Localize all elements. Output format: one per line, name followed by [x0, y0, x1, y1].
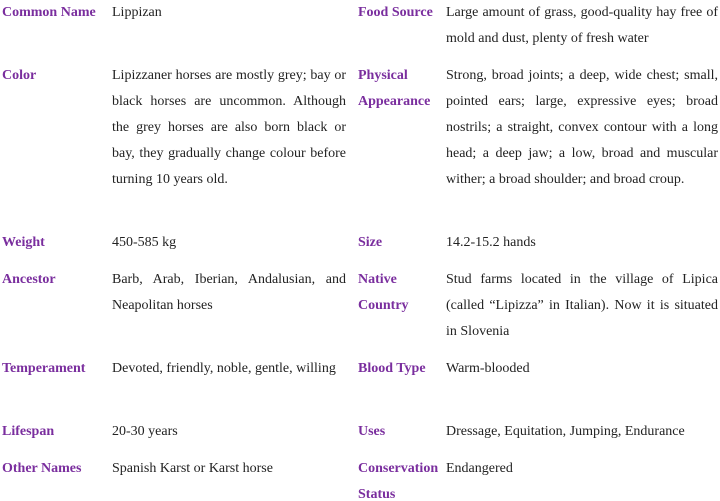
- table-row: [0, 63, 720, 230]
- row-label-weight: Weight: [2, 235, 45, 250]
- table-row: [0, 267, 720, 356]
- table-row: [0, 356, 720, 419]
- row-label-color: Color: [2, 68, 37, 83]
- row-label-size: Size: [358, 235, 383, 250]
- row-value-ancestor: Barb, Arab, Iberian, Andalusian, and Neapolitan horses: [112, 272, 346, 313]
- row-value-weight: 450-585 kg: [112, 235, 177, 250]
- table-row: [0, 419, 720, 456]
- row-value-uses: Dressage, Equitation, Jumping, Endurance: [446, 424, 685, 439]
- row-value-common-name: Lippizan: [112, 5, 162, 20]
- table-row: [0, 0, 720, 63]
- row-value-conservation-status: Endangered: [446, 461, 513, 476]
- row-value-physical-appearance: Strong, broad joints; a deep, wide chest; small, pointed ears; large, expressive eyes; broad nostrils; a straight, convex contour with a long head; a deep jaw; a low, broad and muscular wither; a broad shoulder; and broad croup.: [446, 68, 718, 187]
- row-label-lifespan: Lifespan: [2, 424, 55, 439]
- row-label-temperament: Temperament: [2, 361, 86, 376]
- row-label-native-country: Native Country: [358, 272, 409, 313]
- row-value-other-names: Spanish Karst or Karst horse: [112, 461, 273, 476]
- row-label-food-source: Food Source: [358, 5, 433, 20]
- row-value-blood-type: Warm-blooded: [446, 361, 530, 376]
- row-value-temperament: Devoted, friendly, noble, gentle, willing: [112, 361, 336, 376]
- row-label-common-name: Common Name: [2, 5, 96, 20]
- table-row: [0, 230, 720, 267]
- row-value-color: Lipizzaner horses are mostly grey; bay or black horses are uncommon. Although the grey horses are also born black or bay, they gradually change colour before turning 10 years old.: [112, 68, 346, 187]
- row-value-size: 14.2-15.2 hands: [446, 235, 536, 250]
- row-label-blood-type: Blood Type: [358, 361, 426, 376]
- row-label-physical-appearance: Physical Appearance: [358, 68, 431, 109]
- row-label-ancestor: Ancestor: [2, 272, 56, 287]
- row-label-other-names: Other Names: [2, 461, 82, 476]
- row-value-lifespan: 20-30 years: [112, 424, 178, 439]
- row-value-food-source: Large amount of grass, good-quality hay free of mold and dust, plenty of fresh water: [446, 5, 718, 46]
- row-label-conservation-status: Conservation Status: [358, 461, 439, 501]
- row-value-native-country: Stud farms located in the village of Lipica (called “Lipizza” in Italian). Now it is situated in Slovenia: [446, 272, 718, 339]
- table-row: [0, 456, 720, 501]
- row-label-uses: Uses: [358, 424, 386, 439]
